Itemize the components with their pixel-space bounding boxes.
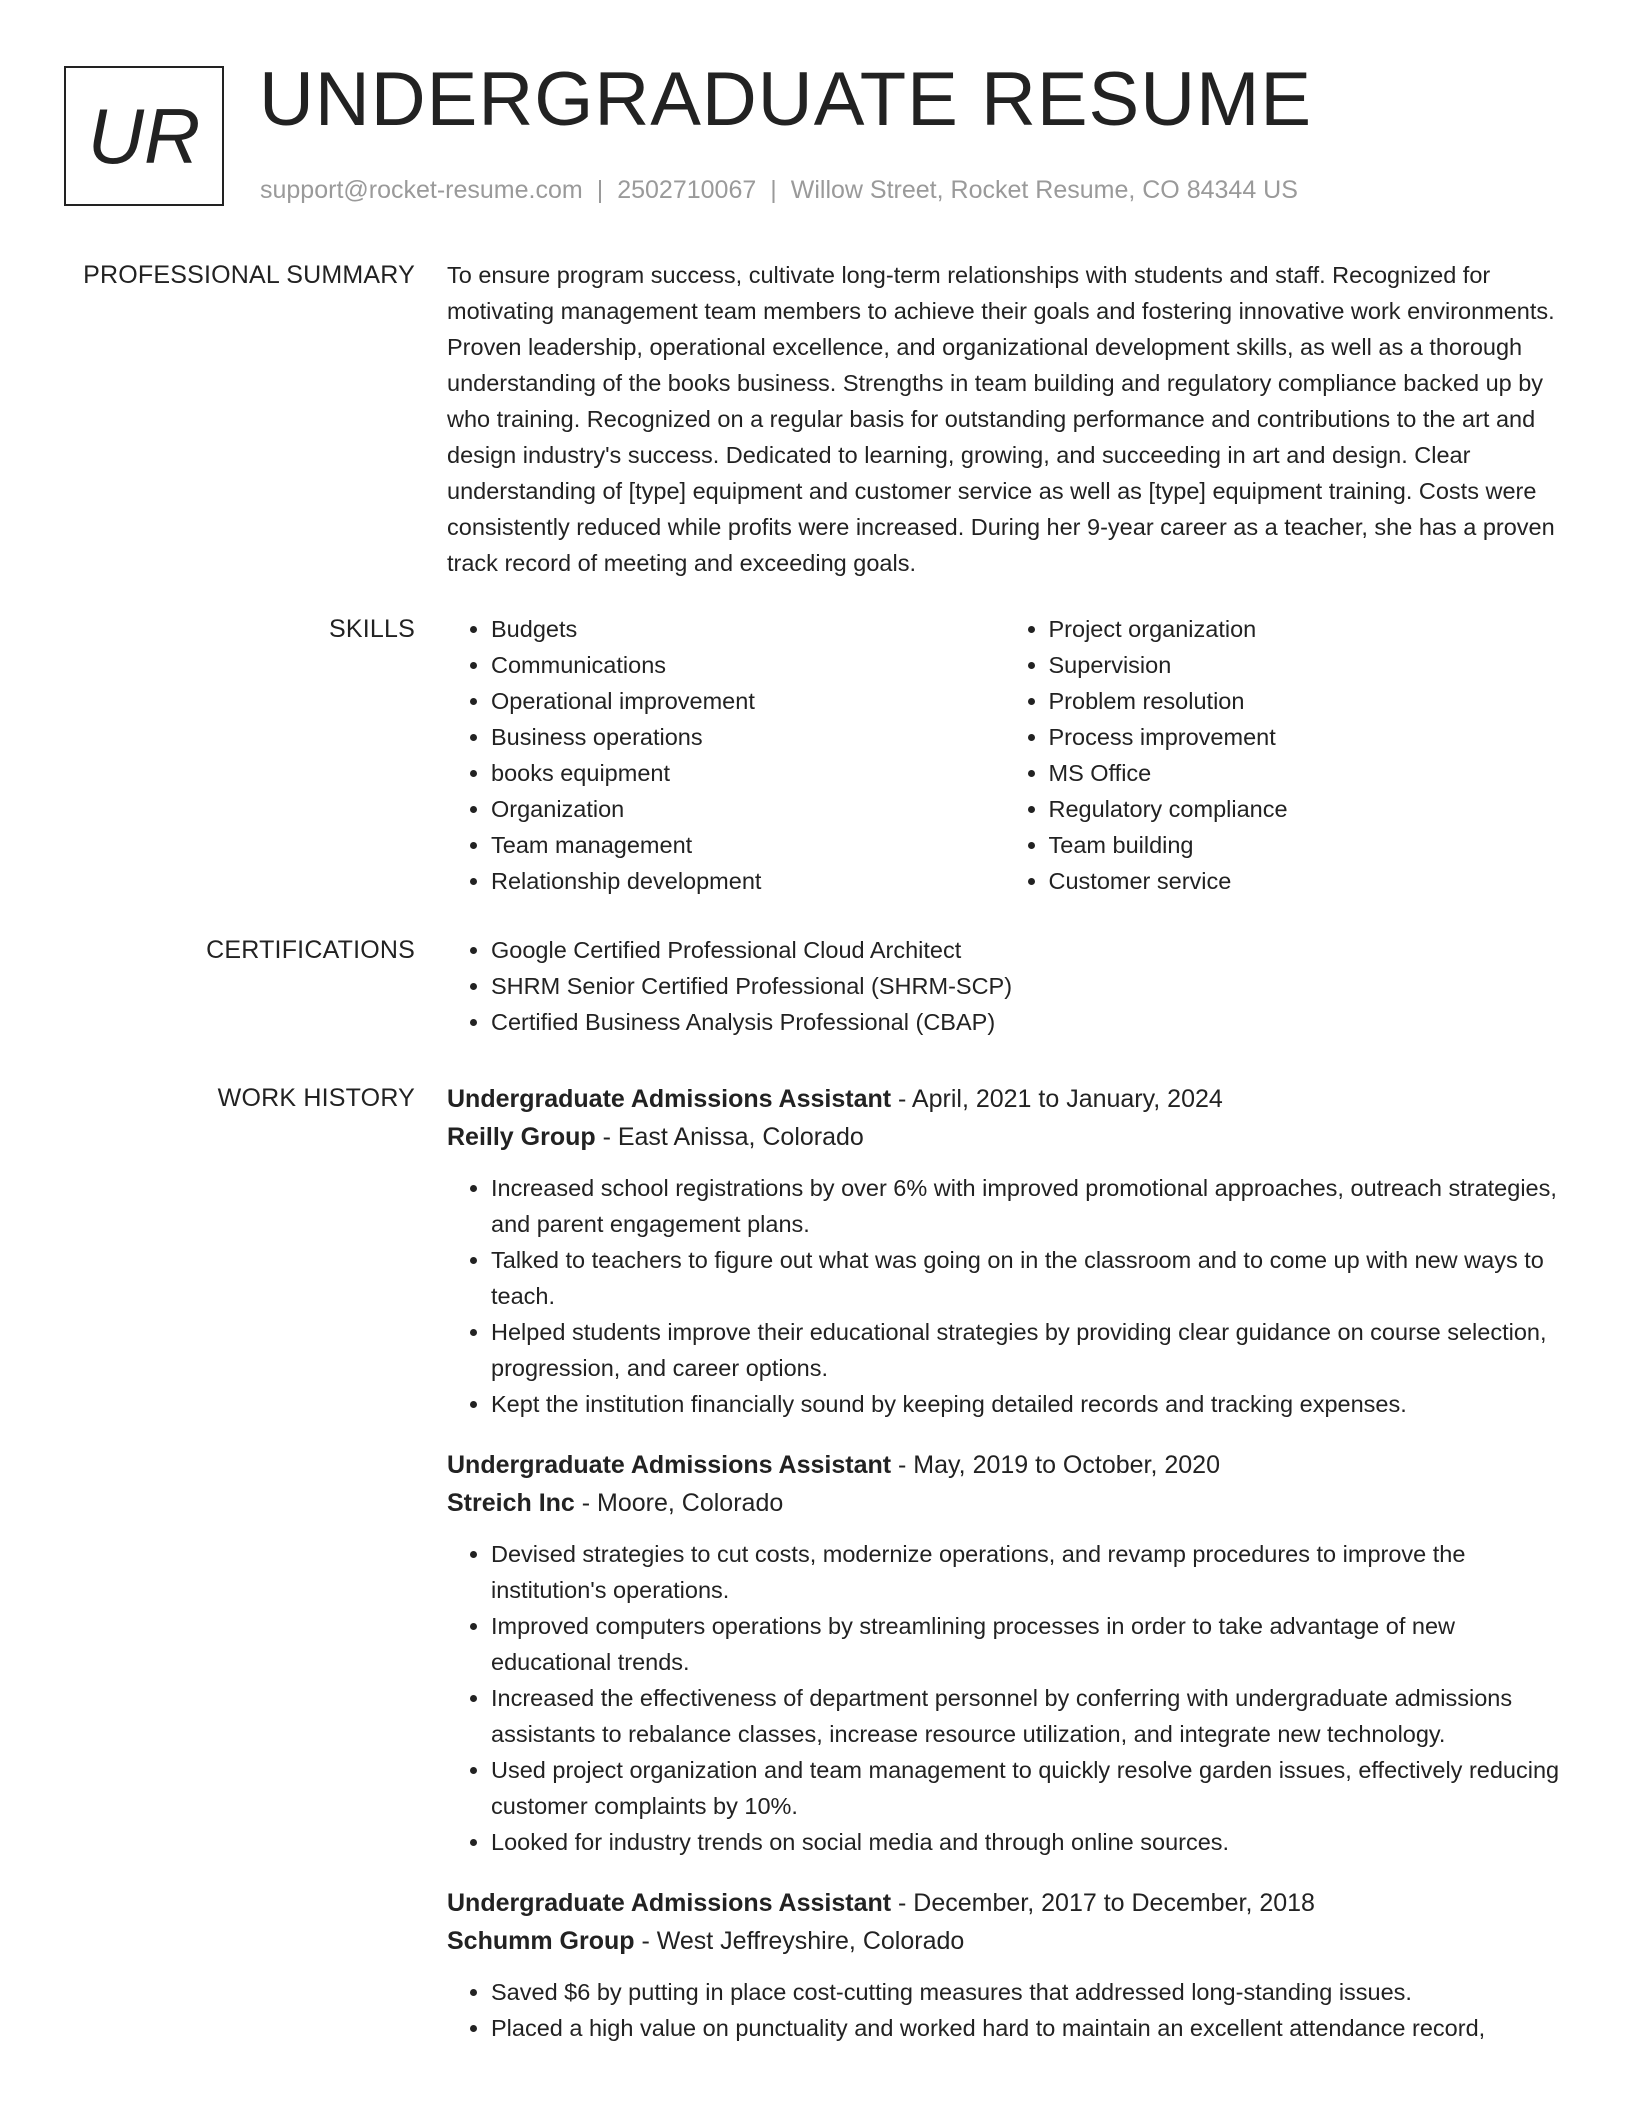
skill-item: • Process improvement <box>1049 719 1563 755</box>
job-bullet: • Devised strategies to cut costs, modernize operations, and revamp procedures to improve the institution's operations. <box>491 1536 1562 1608</box>
job-location: - Moore, Colorado <box>574 1489 784 1517</box>
job-bullet: • Placed a high value on punctuality and worked hard to maintain an excellent attendance record, <box>491 2010 1562 2046</box>
job-role: Undergraduate Admissions Assistant <box>447 1085 892 1113</box>
skill-item: • Organization <box>491 791 1005 827</box>
phone-number[interactable]: 2502710067 <box>617 176 757 204</box>
job-bullet: • Increased school registrations by over 6% with improved promotional approaches, outreach strategies, and parent engagement plans. <box>491 1170 1562 1242</box>
summary-text: To ensure program success, cultivate long-term relationships with students and staff. Recognized for motivating management team members to achieve their goals and fostering innovative work environments. Proven leadership, operational excellence, and organizational development skills, as well as a thorough understanding of the books business. Strengths in team building and regulatory compliance backed up by who training. Recognized on a regular basis for outstanding performance and contributions to the art and design industry's success. Dedicated to learning, growing, and succeeding in art and design. Clear understanding of [type] equipment and customer service as well as [type] equipment training. Costs were consistently reduced while profits were increased. During her 9-year career as a teacher, she has a proven track record of meeting and exceeding goals. <box>447 262 1555 576</box>
job-bullets <box>447 1170 1562 1422</box>
skill-item: • Team management <box>491 827 1005 863</box>
skill-item: • Customer service <box>1049 863 1563 899</box>
section-title-work-history: WORK HISTORY <box>217 1084 415 1112</box>
job-dates: - April, 2021 to January, 2024 <box>891 1085 1223 1113</box>
skill-item: • Problem resolution <box>1049 683 1563 719</box>
job-entry <box>447 1080 1562 1422</box>
monogram-logo: UR <box>64 66 224 206</box>
job-entry <box>447 1446 1562 1860</box>
skill-item: • Relationship development <box>491 863 1005 899</box>
skills-list-left <box>447 611 1005 899</box>
job-company: Reilly Group <box>447 1123 596 1151</box>
job-title-line <box>447 1080 1562 1118</box>
skill-item: • Project organization <box>1049 611 1563 647</box>
postal-address: Willow Street, Rocket Resume, CO 84344 US <box>790 176 1298 204</box>
section-title-certifications: CERTIFICATIONS <box>206 936 415 964</box>
job-bullet: • Kept the institution financially sound by keeping detailed records and tracking expenses. <box>491 1386 1562 1422</box>
skill-item: • Supervision <box>1049 647 1563 683</box>
certifications-list <box>447 932 1562 1040</box>
skill-item: • books equipment <box>491 755 1005 791</box>
certification-item: • Certified Business Analysis Professional (CBAP) <box>491 1004 1562 1040</box>
job-company: Streich Inc <box>447 1489 575 1517</box>
job-entry <box>447 1884 1562 2046</box>
job-bullets <box>447 1536 1562 1860</box>
job-company: Schumm Group <box>447 1927 635 1955</box>
section-title-summary: PROFESSIONAL SUMMARY <box>83 261 415 289</box>
job-bullet: • Helped students improve their educational strategies by providing clear guidance on course selection, progression, and career options. <box>491 1314 1562 1386</box>
separator: | <box>596 176 604 204</box>
job-company-line <box>447 1118 1562 1156</box>
job-role: Undergraduate Admissions Assistant <box>447 1451 892 1479</box>
job-title-line <box>447 1884 1562 1922</box>
job-bullet: • Saved $6 by putting in place cost-cutting measures that addressed long-standing issues. <box>491 1974 1562 2010</box>
skill-item: • Operational improvement <box>491 683 1005 719</box>
skill-item: • Team building <box>1049 827 1563 863</box>
skill-item: • Regulatory compliance <box>1049 791 1563 827</box>
skill-item: • Communications <box>491 647 1005 683</box>
job-location: - East Anissa, Colorado <box>595 1123 864 1151</box>
job-bullet: • Increased the effectiveness of department personnel by conferring with undergraduate admissions assistants to rebalance classes, increase resource utilization, and integrate new technology. <box>491 1680 1562 1752</box>
certification-item: • Google Certified Professional Cloud Architect <box>491 932 1562 968</box>
resume-title: UNDERGRADUATE RESUME <box>259 57 1313 142</box>
skill-item: • Budgets <box>491 611 1005 647</box>
job-bullet: • Talked to teachers to figure out what was going on in the classroom and to come up with new ways to teach. <box>491 1242 1562 1314</box>
email-address[interactable]: support@rocket-resume.com <box>260 176 583 204</box>
job-bullet: • Improved computers operations by streamlining processes in order to take advantage of new educational trends. <box>491 1608 1562 1680</box>
certification-item: • SHRM Senior Certified Professional (SHRM-SCP) <box>491 968 1562 1004</box>
skill-item: • MS Office <box>1049 755 1563 791</box>
job-bullet: • Looked for industry trends on social media and through online sources. <box>491 1824 1562 1860</box>
separator: | <box>770 176 777 204</box>
job-bullet: • Used project organization and team management to quickly resolve garden issues, effectively reducing customer complaints by 10%. <box>491 1752 1562 1824</box>
job-company-line <box>447 1922 1562 1960</box>
job-dates: - May, 2019 to October, 2020 <box>891 1451 1220 1479</box>
job-title-line <box>447 1446 1562 1484</box>
job-company-line <box>447 1484 1562 1522</box>
section-title-skills: SKILLS <box>329 615 415 643</box>
skills-list-right <box>1005 611 1563 899</box>
job-dates: - December, 2017 to December, 2018 <box>891 1889 1315 1917</box>
job-bullets <box>447 1974 1562 2046</box>
skill-item: • Business operations <box>491 719 1005 755</box>
job-role: Undergraduate Admissions Assistant <box>447 1889 892 1917</box>
job-location: - West Jeffreyshire, Colorado <box>634 1927 965 1955</box>
contact-line <box>260 176 1298 205</box>
